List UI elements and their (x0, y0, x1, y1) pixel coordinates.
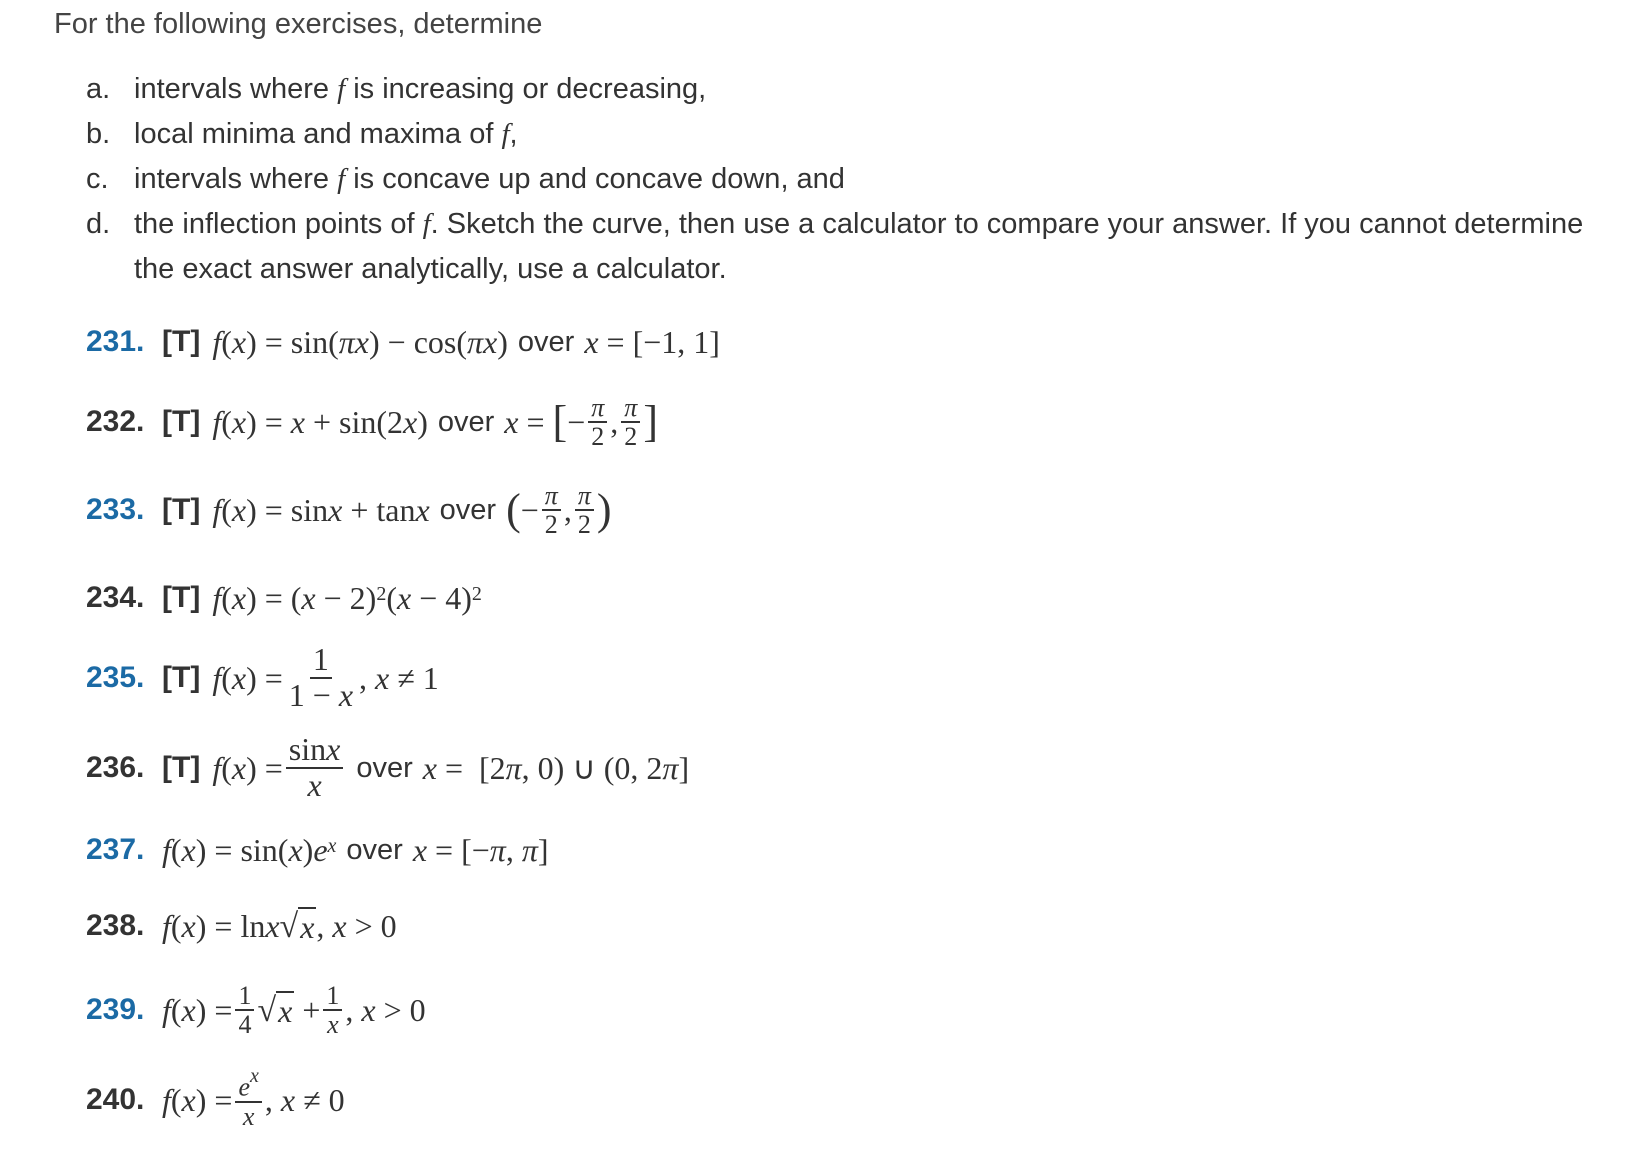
exercise-number: 238. (86, 909, 145, 942)
math-expression: f ( x ) = $\frac{\sin x}{x}$ (212, 733, 346, 802)
math-interval: x = [−1, 1] (584, 323, 720, 360)
exercise-number: 240. (86, 1083, 145, 1116)
over-word: over (437, 405, 495, 438)
math-interval: x = [ − $\frac{\pi}{2}$ , $\frac{\pi}{2}$ ] (504, 392, 658, 451)
exercise-238 (86, 886, 397, 966)
exercise-236 (86, 728, 689, 808)
item-letter: a. (86, 73, 111, 105)
math-expression: f ( x ) = sin x + tan x (212, 491, 430, 528)
item-text: , (509, 118, 518, 150)
function-symbol: f (422, 208, 431, 240)
math-expression: f ( x ) = $\frac{1}{4}$ √ x + $\frac{1}{x}$ , x > 0 (162, 980, 426, 1039)
math-expression: f ( x ) = x + sin(2 x ) (212, 403, 428, 440)
exercise-number-link[interactable]: 235. (86, 661, 145, 694)
exercise-231 (86, 302, 720, 382)
exercise-number-link[interactable]: 231. (86, 325, 145, 358)
function-symbol: f (501, 118, 510, 150)
exercise-234 (86, 558, 482, 638)
over-word: over (346, 833, 403, 866)
math-expression: f ( x ) = $\frac{1}{1 - x}$ , x ≠ 1 (212, 641, 439, 713)
technology-tag: [T] (162, 325, 201, 358)
over-word: over (356, 751, 413, 784)
instruction-item (86, 112, 1626, 157)
exercise-number-link[interactable]: 233. (86, 493, 145, 526)
exercise-239 (86, 970, 426, 1050)
instruction-list (86, 67, 1626, 292)
exercise-235 (86, 638, 439, 718)
intro-text: For the following exercises, determine (54, 8, 543, 40)
instruction-item (86, 157, 1626, 202)
math-expression: f ( x ) = $\frac{e^x}{x}$ , x ≠ 0 (162, 1064, 345, 1131)
exercise-240 (86, 1060, 345, 1140)
math-interval: x = [2 π , 0) ∪ (0, 2 π ] (422, 749, 690, 786)
math-expression: f ( x ) = sin( πx ) − cos( πx ) (212, 323, 508, 360)
technology-tag: [T] (162, 661, 201, 694)
exercise-number-link[interactable]: 239. (86, 993, 145, 1026)
item-text: . Sketch the curve, then use a calculator to compare your answer. If you cannot determine the exact answer analytically, use a calculator. (134, 208, 1584, 285)
item-letter: b. (86, 118, 111, 150)
exercise-237 (86, 810, 549, 890)
exercise-233 (86, 470, 612, 550)
technology-tag: [T] (162, 751, 201, 784)
item-text: local minima and maxima of (134, 118, 502, 150)
over-word: over (517, 325, 575, 358)
math-interval: ( − $\frac{\pi}{2}$ , $\frac{\pi}{2}$ ) (506, 480, 612, 539)
item-text: intervals where (134, 73, 338, 105)
exercise-number: 234. (86, 581, 145, 614)
technology-tag: [T] (162, 581, 201, 614)
function-symbol: f (337, 73, 346, 105)
item-text: intervals where (134, 163, 338, 195)
item-text: is increasing or decreasing, (345, 73, 707, 105)
item-text: the inflection points of (134, 208, 423, 240)
math-expression: f ( x ) = sin( x ) e $^x$ (162, 831, 337, 868)
technology-tag: [T] (162, 405, 201, 438)
exercise-number-link[interactable]: 237. (86, 833, 145, 866)
item-letter: c. (86, 163, 109, 195)
exercise-number: 232. (86, 405, 145, 438)
math-expression: f ( x ) = ln x √ x , x > 0 (162, 907, 397, 945)
exercise-232 (86, 382, 658, 462)
technology-tag: [T] (162, 493, 201, 526)
function-symbol: f (337, 163, 346, 195)
instruction-item (86, 67, 1626, 112)
instruction-item (86, 202, 1626, 292)
math-interval: x = [− π , π ] (412, 831, 549, 868)
exercise-number: 236. (86, 751, 145, 784)
math-expression: f ( x ) = ( x − 2) $^2$ ( x − 4) $^2$ (212, 579, 482, 616)
item-letter: d. (86, 208, 111, 240)
item-text: is concave up and concave down, and (345, 163, 845, 195)
over-word: over (439, 493, 497, 526)
